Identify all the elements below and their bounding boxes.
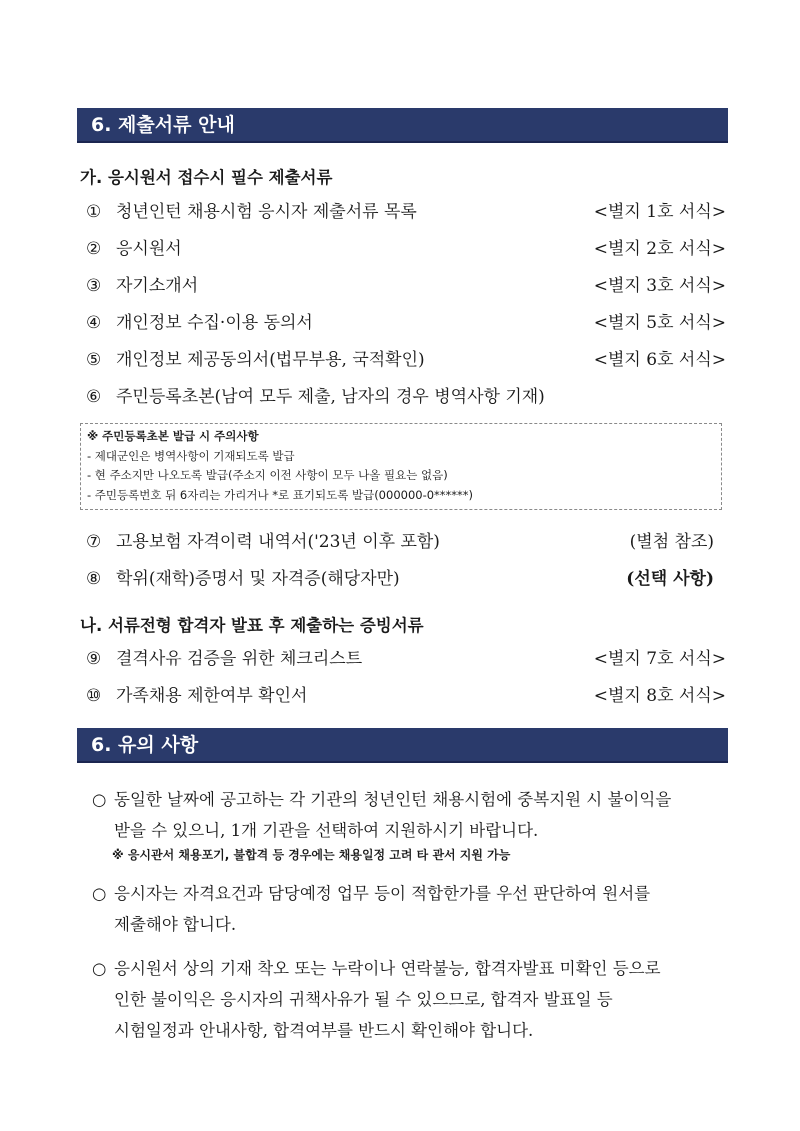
paragraph-line: 받을 수 있으니, 1개 기관을 선택하여 지원하시기 바랍니다. [114, 821, 539, 840]
bullet-circle-icon: ○ [92, 959, 107, 978]
item-form-reference: <별지 6호 서식> [593, 350, 726, 370]
item-label: 고용보험 자격이력 내역서('23년 이후 포함) [116, 532, 440, 552]
bullet-circle-icon: ○ [92, 884, 107, 903]
paragraph-line: 동일한 날짜에 공고하는 각 기관의 청년인턴 채용시험에 중복지원 시 불이익을 [114, 790, 672, 809]
subheading-required-documents: 가. 응시원서 접수시 필수 제출서류 [80, 168, 333, 187]
list-item [86, 198, 726, 226]
item-label: 자기소개서 [116, 276, 199, 296]
list-item [86, 309, 726, 337]
notice-box [80, 423, 722, 510]
section-title: 6. 제출서류 안내 [91, 114, 235, 136]
bullet-circle-icon: ○ [92, 790, 107, 809]
paragraph-line: 응시원서 상의 기재 착오 또는 누락이나 연락불능, 합격자발표 미확인 등으로 [114, 959, 661, 978]
precaution-note: ※ 응시관서 채용포기, 불합격 등 경우에는 채용일정 고려 타 관서 지원 가능 [112, 848, 511, 862]
item-label: 개인정보 수집·이용 동의서 [116, 313, 313, 333]
notice-title: ※ 주민등록초본 발급 시 주의사항 [87, 429, 259, 443]
list-item [86, 528, 726, 556]
list-item [86, 346, 726, 374]
precaution-paragraph [92, 878, 732, 940]
paragraph-line: 응시자는 자격요건과 담당예정 업무 등이 적합한가를 우선 판단하여 원서를 [114, 884, 651, 903]
item-number: ⑦ [86, 532, 102, 552]
item-form-reference: <별지 7호 서식> [593, 649, 726, 669]
paragraph-line: 시험일정과 안내사항, 합격여부를 반드시 확인해야 합니다. [114, 1021, 534, 1040]
item-number: ① [86, 202, 102, 222]
item-number: ⑩ [86, 686, 102, 706]
subheading-evidence-documents: 나. 서류전형 합격자 발표 후 제출하는 증빙서류 [80, 616, 424, 635]
item-number: ④ [86, 313, 102, 333]
section-title: 6. 유의 사항 [91, 734, 199, 756]
item-form-reference: <별지 5호 서식> [593, 313, 726, 333]
list-item [86, 272, 726, 300]
item-form-reference: (선택 사항) [626, 569, 714, 589]
item-label: 결격사유 검증을 위한 체크리스트 [116, 649, 363, 669]
list-item [86, 565, 726, 593]
item-form-reference: (별첨 참조) [629, 532, 714, 552]
notice-line: - 주민등록번호 뒤 6자리는 가리거나 *로 표기되도록 발급(000000-0******) [87, 487, 474, 502]
precaution-paragraph [92, 784, 732, 846]
item-label: 응시원서 [116, 239, 182, 259]
list-item [86, 682, 726, 710]
paragraph-line: 인한 불이익은 응시자의 귀책사유가 될 수 있으므로, 합격자 발표일 등 [114, 990, 613, 1009]
item-label: 학위(재학)증명서 및 자격증(해당자만) [116, 569, 400, 589]
section-banner-documents [77, 108, 728, 143]
list-item [86, 235, 726, 263]
item-number: ⑧ [86, 569, 102, 589]
list-item [86, 645, 726, 673]
item-form-reference: <별지 8호 서식> [593, 686, 726, 706]
item-label: 가족채용 제한여부 확인서 [116, 686, 308, 706]
item-form-reference: <별지 2호 서식> [593, 239, 726, 259]
item-form-reference: <별지 3호 서식> [593, 276, 726, 296]
precaution-paragraph [92, 953, 732, 1046]
item-number: ⑨ [86, 649, 102, 669]
notice-line: - 제대군인은 병역사항이 기재되도록 발급 [87, 448, 295, 463]
item-label: 주민등록초본(남여 모두 제출, 남자의 경우 병역사항 기재) [116, 387, 545, 407]
notice-line: - 현 주소지만 나오도록 발급(주소지 이전 사항이 모두 나올 필요는 없음) [87, 468, 448, 482]
item-number: ⑥ [86, 387, 102, 407]
item-number: ⑤ [86, 350, 102, 370]
paragraph-line: 제출해야 합니다. [114, 915, 237, 934]
section-banner-precautions [77, 728, 728, 763]
item-label: 개인정보 제공동의서(법무부용, 국적확인) [116, 350, 425, 370]
item-number: ② [86, 239, 102, 259]
list-item [86, 383, 726, 411]
item-form-reference: <별지 1호 서식> [593, 202, 726, 222]
item-number: ③ [86, 276, 102, 296]
item-label: 청년인턴 채용시험 응시자 제출서류 목록 [116, 202, 417, 222]
